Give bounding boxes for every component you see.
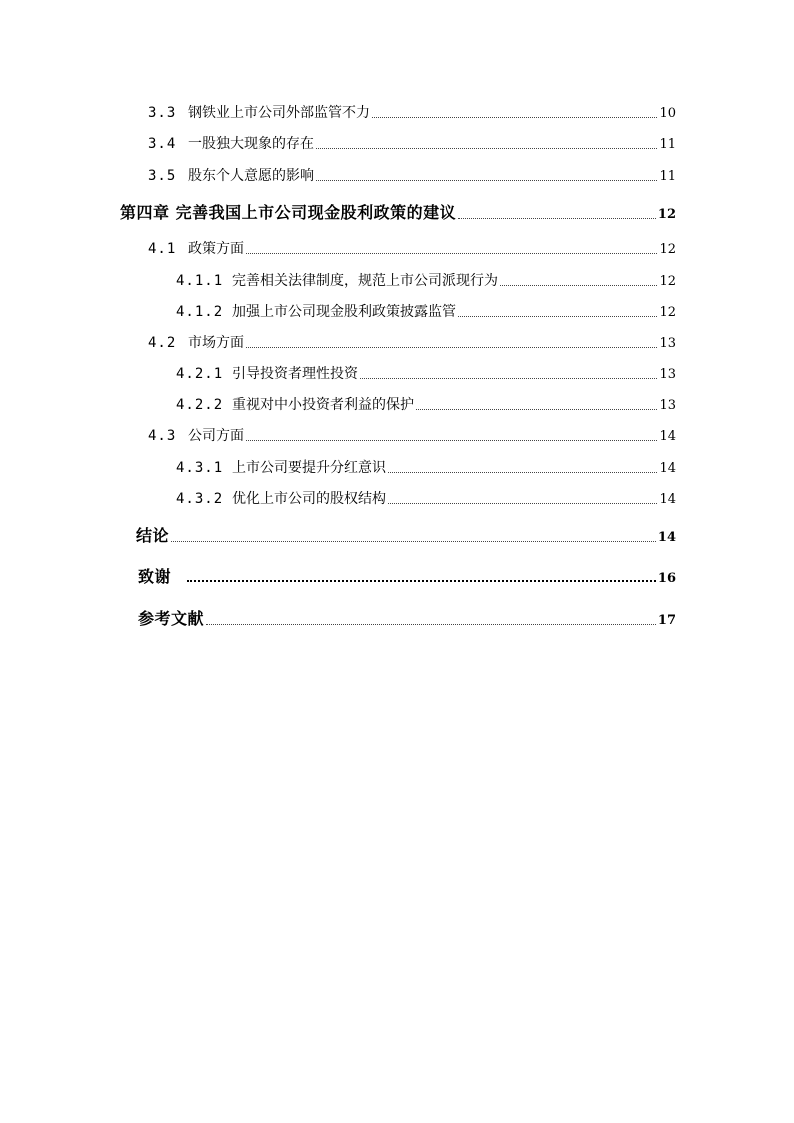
toc-entry-page: 13	[659, 367, 676, 382]
toc-entry-page: 12	[659, 305, 676, 320]
dot-leader	[360, 378, 657, 379]
toc-entry-number: 3.3	[148, 105, 177, 121]
toc-entry-number: 4.3.1	[176, 460, 224, 476]
toc-entry-title: 致谢	[138, 567, 172, 586]
toc-entry-page: 14	[657, 530, 676, 545]
toc-entry-title: 市场方面	[188, 335, 244, 351]
toc-entry-number: 4.2.2	[176, 397, 224, 413]
toc-entry-acknowledgements[interactable]	[138, 565, 676, 585]
toc-entry-3-5[interactable]	[148, 165, 676, 183]
dot-leader	[246, 347, 657, 348]
toc-entry-number: 4.1.2	[176, 304, 224, 320]
toc-entry-page: 16	[657, 571, 676, 586]
toc-entry-references[interactable]	[138, 607, 676, 627]
toc-entry-title: 完善相关法律制度，规范上市公司派现行为	[232, 273, 498, 289]
dot-leader	[206, 624, 656, 625]
toc-entry-4-1-2[interactable]	[176, 301, 676, 319]
toc-entry-page: 10	[659, 106, 676, 121]
dot-leader	[246, 253, 657, 254]
toc-entry-title: 引导投资者理性投资	[232, 366, 358, 382]
toc-entry-4-2-1[interactable]	[176, 363, 676, 381]
toc-entry-page: 14	[659, 492, 676, 507]
toc-entry-page: 13	[659, 336, 676, 351]
dot-leader	[316, 180, 657, 181]
toc-entry-title: 一股独大现象的存在	[188, 136, 314, 152]
dot-leader	[458, 316, 657, 317]
toc-entry-4-3[interactable]	[148, 425, 676, 443]
dot-leader	[246, 440, 657, 441]
toc-entry-4-2-2[interactable]	[176, 394, 676, 412]
toc-entry-title: 公司方面	[188, 428, 244, 444]
toc-entry-chapter-4[interactable]	[120, 201, 676, 221]
toc-entry-page: 12	[657, 207, 676, 222]
toc-entry-title: 钢铁业上市公司外部监管不力	[188, 105, 370, 121]
toc-entry-title: 重视对中小投资者利益的保护	[232, 397, 414, 413]
toc-entry-number: 4.1	[148, 241, 177, 257]
toc-entry-4-3-1[interactable]	[176, 457, 676, 475]
dot-leader	[458, 218, 656, 219]
toc-entry-number: 3.5	[148, 168, 177, 184]
toc-entry-number: 3.4	[148, 136, 177, 152]
toc-entry-number: 4.3	[148, 428, 177, 444]
dot-leader	[416, 409, 657, 410]
toc-entry-title: 加强上市公司现金股利政策披露监管	[232, 304, 456, 320]
toc-entry-4-1[interactable]	[148, 238, 676, 256]
toc-entry-4-2[interactable]	[148, 332, 676, 350]
toc-entry-4-1-1[interactable]	[176, 270, 676, 288]
toc-entry-page: 11	[659, 137, 676, 152]
dot-leader	[388, 503, 657, 504]
toc-entry-page: 11	[659, 169, 676, 184]
dot-leader	[316, 148, 657, 149]
toc-entry-conclusion[interactable]	[136, 524, 676, 544]
dot-leader	[171, 541, 656, 542]
toc-entry-page: 17	[657, 613, 676, 628]
toc-entry-page: 14	[659, 461, 676, 476]
dot-leader	[388, 472, 657, 473]
toc-entry-number: 4.2	[148, 335, 177, 351]
toc-entry-title: 优化上市公司的股权结构	[232, 491, 386, 507]
toc-entry-3-3[interactable]	[148, 102, 676, 120]
toc-entry-number: 4.2.1	[176, 366, 224, 382]
toc-entry-title: 政策方面	[188, 241, 244, 257]
dot-leader	[372, 117, 657, 118]
dot-leader	[500, 285, 657, 286]
toc-entry-3-4[interactable]	[148, 133, 676, 151]
toc-entry-page: 14	[659, 429, 676, 444]
toc-entry-number: 4.3.2	[176, 491, 224, 507]
toc-entry-title: 参考文献	[138, 609, 205, 628]
toc-entry-title: 第四章 完善我国上市公司现金股利政策的建议	[120, 203, 457, 222]
toc-entry-title: 上市公司要提升分红意识	[232, 460, 386, 476]
toc-entry-page: 13	[659, 398, 676, 413]
toc-entry-page: 12	[659, 242, 676, 257]
toc-entry-title: 结论	[136, 526, 170, 545]
toc-entry-page: 12	[659, 274, 676, 289]
toc-entry-4-3-2[interactable]	[176, 488, 676, 506]
toc-entry-title: 股东个人意愿的影响	[188, 168, 314, 184]
toc-entry-number: 4.1.1	[176, 273, 224, 289]
dot-leader	[187, 580, 656, 582]
